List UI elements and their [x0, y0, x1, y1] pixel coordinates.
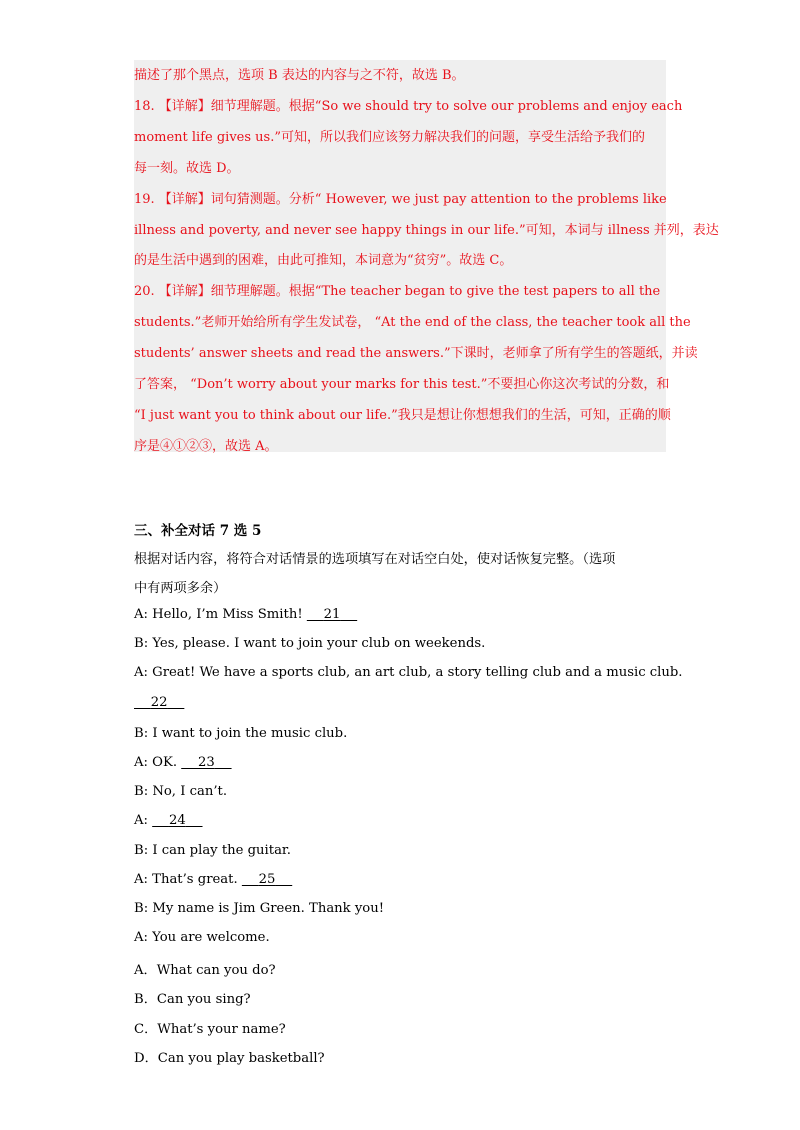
dialogue-line: A: OK. 23 — [134, 755, 232, 770]
answer-line: 18. 【详解】细节理解题。根据“So we should try to solve our problems and enjoy each — [134, 99, 683, 114]
answer-line: students’ answer sheets and read the answers.”下课时，老师拿了所有学生的答题纸，并读 — [134, 346, 698, 361]
answer-line: 序是④①②③，故选 A。 — [134, 439, 278, 454]
dialogue-line: A: That’s great. 25 — [134, 872, 292, 887]
answer-line: 20. 【详解】细节理解题。根据“The teacher began to give the test papers to all the — [134, 284, 661, 299]
dialogue-line — [134, 695, 184, 710]
answer-blank[interactable]: 24 — [168, 813, 186, 828]
answer-line: 描述了那个黑点，选项 B 表达的内容与之不符，故选 B。 — [134, 68, 465, 83]
section-instructions: 中有两项多余） — [134, 581, 227, 596]
answer-line: 的是生活中遇到的困难，由此可推知，本词意为“贫穷”。故选 C。 — [134, 253, 513, 268]
dialogue-line: B: I can play the guitar. — [134, 843, 291, 858]
dialogue-line: A: Hello, I’m Miss Smith! 21 — [134, 607, 357, 622]
answer-blank[interactable]: 25 — [258, 872, 276, 887]
dialogue-line: A: Great! We have a sports club, an art club, a story telling club and a music club. — [134, 665, 683, 680]
option-item: D．Can you play basketball? — [134, 1051, 325, 1066]
answer-line: 了答案， “Don’t worry about your marks for this test.”不要担心你这次考试的分数，和 — [134, 377, 670, 392]
dialogue-line: B: I want to join the music club. — [134, 726, 348, 741]
answer-line: moment life gives us.”可知，所以我们应该努力解决我们的问题，享受生活给予我们的 — [134, 130, 645, 145]
dialogue-line: B: Yes, please. I want to join your club on weekends. — [134, 636, 486, 651]
option-item: B．Can you sing? — [134, 992, 251, 1007]
option-item: A．What can you do? — [134, 963, 276, 978]
section-heading: 三、补全对话 7 选 5 — [134, 523, 262, 539]
answer-line: students.”老师开始给所有学生发试卷， “At the end of the class, the teacher took all the — [134, 315, 691, 330]
answer-blank[interactable]: 22 — [150, 695, 168, 710]
section-instructions: 根据对话内容，将符合对话情景的选项填写在对话空白处，使对话恢复完整。（选项 — [134, 552, 616, 567]
dialogue-line: B: No, I can’t. — [134, 784, 228, 799]
answer-line: 每一刻。故选 D。 — [134, 161, 240, 176]
answer-blank[interactable]: 21 — [323, 607, 341, 622]
answer-line: 19. 【详解】词句猜测题。分析“ However, we just pay attention to the problems like — [134, 192, 667, 207]
dialogue-line: A: 24 — [134, 813, 203, 828]
answer-line: “I just want you to think about our life.”我只是想让你想想我们的生活，可知，正确的顺 — [134, 408, 671, 423]
answer-line: illness and poverty, and never see happy things in our life.”可知，本词与 illness 并列，表达 — [134, 223, 719, 238]
dialogue-line: B: My name is Jim Green. Thank you! — [134, 901, 385, 916]
answer-blank[interactable]: 23 — [198, 755, 215, 770]
dialogue-line: A: You are welcome. — [134, 930, 270, 945]
option-item: C．What’s your name? — [134, 1022, 286, 1037]
